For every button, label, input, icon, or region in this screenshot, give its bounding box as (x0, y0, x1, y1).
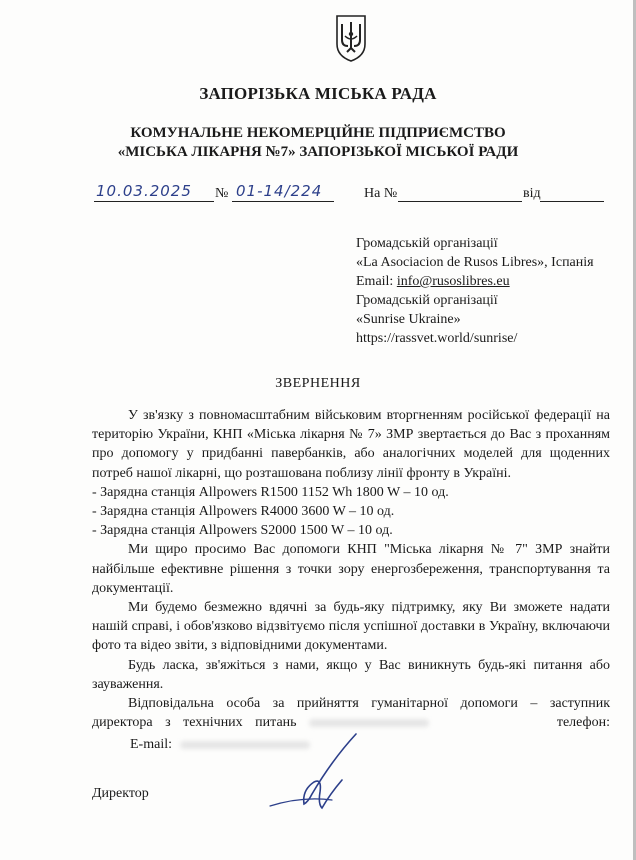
responsible-position: директора з технічних питань (92, 715, 297, 731)
contact-email-label: E-mail: (130, 737, 172, 752)
body-paragraph-3: Ми будемо безмежно вдячні за будь-яку підтримку, яку Ви зможете надати нашій справі, і обов'язково відзвітуємо після успішної доставки в Україну, включаючи фото та відео звіти, з відповідними документами. (92, 600, 610, 654)
body-paragraph-2: Ми щиро просимо Вас допомоги КНП "Міська лікарня № 7" ЗМР знайти найбільше ефективне рішення з точки зору енергозбереження, транспортування та документації. (92, 542, 610, 596)
recipient-website: https://rassvet.world/sunrise/ (356, 331, 518, 346)
director-signature (262, 730, 372, 810)
body-paragraph-5: Відповідальна особа за прийняття гуманітарної допомоги – заступник (128, 696, 610, 712)
number-underline (232, 201, 334, 202)
document-title: ЗВЕРНЕННЯ (275, 376, 361, 391)
redacted-name (309, 719, 429, 727)
director-title: Директор (92, 786, 149, 801)
reference-date-label: від (523, 186, 541, 201)
equipment-item-2: - Зарядна станція Allpowers R4000 3600 W – 10 од. (92, 504, 395, 520)
equipment-item-3: - Зарядна станція Allpowers S2000 1500 W – 10 од. (92, 523, 393, 539)
recipient-email-label: Email: (356, 274, 394, 289)
letter-body (92, 406, 610, 732)
reference-number-field (398, 201, 522, 202)
date-underline (94, 201, 214, 202)
recipient-email-row (356, 272, 594, 291)
city-council-title: ЗАПОРІЗЬКА МІСЬКА РАДА (199, 84, 437, 103)
handwritten-number: 01-14/224 (236, 182, 323, 200)
recipient-line-1: Громадській організації (356, 236, 498, 251)
number-label: № (215, 186, 229, 201)
recipient-email-link[interactable]: info@rusoslibres.eu (396, 274, 510, 289)
recipient-line-5: «Sunrise Ukraine» (356, 312, 461, 327)
organization-line-1: КОМУНАЛЬНЕ НЕКОМЕРЦІЙНЕ ПІДПРИЄМСТВО (130, 125, 506, 141)
recipient-line-2: «La Asociacion de Rusos Libres», Іспанія (356, 255, 594, 270)
trident-coat-of-arms-icon (334, 14, 368, 62)
body-paragraph-1: У зв'язку з повномасштабним військовим вторгненням російської федерації на територію України, КНП «Міська лікарня № 7» ЗМР звертається до Вас з проханням про допомогу у придбанні павербанків, або аналогічних моделей для щоденних потреб нашої лікарні, що розташована поблизу лінії фронту в Україні. (92, 408, 610, 481)
reference-number-label: На № (364, 186, 398, 201)
recipient-line-4: Громадській організації (356, 293, 498, 308)
handwritten-date: 10.03.2025 (96, 182, 192, 200)
phone-label: телефон: (556, 715, 610, 731)
reference-date-field (540, 201, 604, 202)
recipient-block (356, 234, 594, 348)
body-paragraph-4: Будь ласка, зв'яжіться з нами, якщо у Вас виникнуть будь-які питання або зауваження. (92, 657, 610, 692)
organization-line-2: «МІСЬКА ЛІКАРНЯ №7» ЗАПОРІЗЬКОЇ МІСЬКОЇ РАДИ (117, 144, 519, 160)
equipment-item-1: - Зарядна станція Allpowers R1500 1152 Wh 1800 W – 10 од. (92, 484, 449, 500)
